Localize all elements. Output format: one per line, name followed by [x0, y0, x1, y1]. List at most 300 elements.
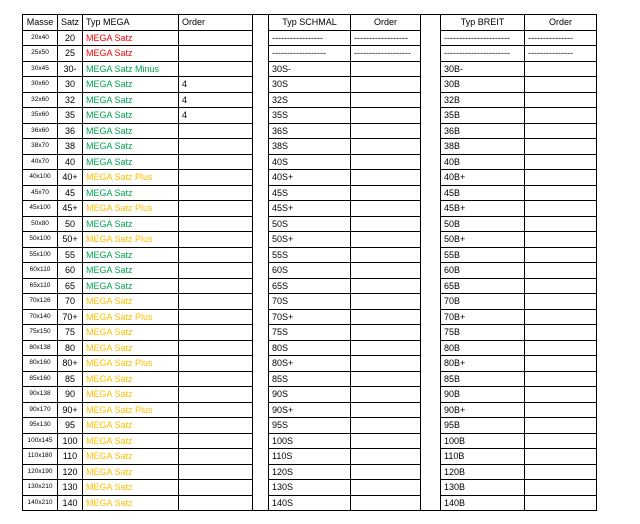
cell-typ-schmal: 85S	[269, 371, 351, 387]
cell-order-schmal[interactable]	[351, 309, 421, 325]
cell-typ-breit: 110B	[441, 449, 525, 465]
cell-masse: 130x210	[23, 480, 58, 496]
table-row	[23, 108, 597, 124]
cell-satz: 35	[58, 108, 83, 124]
cell-typ-mega: MEGA Satz	[83, 495, 179, 511]
spacer-column	[253, 185, 269, 201]
cell-typ-breit: 30B	[441, 77, 525, 93]
cell-order-mega[interactable]	[179, 185, 253, 201]
cell-typ-mega: MEGA Satz	[83, 30, 179, 46]
spacer-column	[421, 294, 441, 310]
cell-order-breit[interactable]	[525, 185, 597, 201]
cell-typ-schmal: 130S	[269, 480, 351, 496]
spacer-column	[421, 418, 441, 434]
cell-masse: 70x140	[23, 309, 58, 325]
cell-typ-schmal: 75S	[269, 325, 351, 341]
table-row	[23, 263, 597, 279]
cell-order-schmal[interactable]	[351, 232, 421, 248]
cell-typ-mega: MEGA Satz	[83, 325, 179, 341]
cell-order-breit[interactable]	[525, 92, 597, 108]
cell-typ-breit: 45B+	[441, 201, 525, 217]
table-row	[23, 185, 597, 201]
cell-order-breit[interactable]: ---------------	[525, 46, 597, 62]
table-row	[23, 247, 597, 263]
header-typ-mega: Typ MEGA	[83, 15, 179, 31]
spacer-column	[253, 340, 269, 356]
cell-typ-mega: MEGA Satz	[83, 46, 179, 62]
cell-typ-schmal: 120S	[269, 464, 351, 480]
cell-order-mega[interactable]: 4	[179, 77, 253, 93]
cell-order-schmal[interactable]	[351, 418, 421, 434]
spacer-column	[253, 232, 269, 248]
cell-typ-breit: 45B	[441, 185, 525, 201]
cell-typ-breit: 80B+	[441, 356, 525, 372]
cell-masse: 32x60	[23, 92, 58, 108]
spacer-column	[253, 294, 269, 310]
cell-masse: 38x70	[23, 139, 58, 155]
cell-satz: 60	[58, 263, 83, 279]
cell-typ-schmal: 90S+	[269, 402, 351, 418]
cell-order-mega[interactable]	[179, 232, 253, 248]
cell-order-mega[interactable]	[179, 480, 253, 496]
cell-typ-schmal: 70S	[269, 294, 351, 310]
cell-typ-schmal: 50S	[269, 216, 351, 232]
table-row	[23, 232, 597, 248]
cell-masse: 80x160	[23, 356, 58, 372]
cell-satz: 50	[58, 216, 83, 232]
cell-satz: 70	[58, 294, 83, 310]
spacer-column	[253, 46, 269, 62]
spacer-column	[421, 185, 441, 201]
cell-order-schmal[interactable]	[351, 108, 421, 124]
table-row	[23, 154, 597, 170]
cell-satz: 20	[58, 30, 83, 46]
cell-typ-mega: MEGA Satz	[83, 263, 179, 279]
spacer-column	[421, 371, 441, 387]
cell-order-schmal[interactable]	[351, 464, 421, 480]
cell-order-mega[interactable]	[179, 356, 253, 372]
cell-typ-mega: MEGA Satz Plus	[83, 232, 179, 248]
cell-order-mega[interactable]: 4	[179, 108, 253, 124]
cell-satz: 120	[58, 464, 83, 480]
cell-order-mega[interactable]	[179, 247, 253, 263]
cell-order-mega[interactable]	[179, 418, 253, 434]
cell-typ-schmal: 35S	[269, 108, 351, 124]
table-row	[23, 294, 597, 310]
cell-order-breit[interactable]	[525, 402, 597, 418]
spacer-column	[253, 216, 269, 232]
cell-typ-mega: MEGA Satz	[83, 92, 179, 108]
cell-typ-mega: MEGA Satz	[83, 139, 179, 155]
cell-order-schmal[interactable]	[351, 340, 421, 356]
cell-order-breit[interactable]	[525, 61, 597, 77]
cell-typ-schmal: 40S+	[269, 170, 351, 186]
cell-satz: 38	[58, 139, 83, 155]
cell-order-mega[interactable]	[179, 371, 253, 387]
sizes-order-table	[22, 14, 597, 511]
cell-order-schmal[interactable]	[351, 371, 421, 387]
header-order-breit: Order	[525, 15, 597, 31]
cell-typ-breit: 50B+	[441, 232, 525, 248]
cell-typ-mega: MEGA Satz	[83, 123, 179, 139]
table-row	[23, 278, 597, 294]
cell-order-mega[interactable]	[179, 433, 253, 449]
cell-typ-schmal: 32S	[269, 92, 351, 108]
cell-order-mega[interactable]	[179, 263, 253, 279]
spacer-column	[421, 495, 441, 511]
table-row	[23, 201, 597, 217]
cell-satz: 95	[58, 418, 83, 434]
cell-order-schmal[interactable]	[351, 77, 421, 93]
cell-order-schmal[interactable]	[351, 216, 421, 232]
cell-order-mega[interactable]	[179, 325, 253, 341]
cell-order-schmal[interactable]	[351, 294, 421, 310]
cell-typ-mega: MEGA Satz	[83, 464, 179, 480]
cell-typ-mega: MEGA Satz	[83, 480, 179, 496]
spacer-column	[421, 263, 441, 279]
cell-typ-mega: MEGA Satz	[83, 154, 179, 170]
cell-typ-mega: MEGA Satz	[83, 278, 179, 294]
cell-typ-breit: ----------------------	[441, 30, 525, 46]
spacer-column	[421, 340, 441, 356]
cell-order-breit[interactable]	[525, 232, 597, 248]
cell-order-mega[interactable]	[179, 294, 253, 310]
cell-satz: 80+	[58, 356, 83, 372]
cell-satz: 45+	[58, 201, 83, 217]
cell-masse: 20x40	[23, 30, 58, 46]
table-row	[23, 356, 597, 372]
cell-order-breit[interactable]	[525, 108, 597, 124]
cell-satz: 50+	[58, 232, 83, 248]
cell-order-mega[interactable]	[179, 216, 253, 232]
cell-order-mega[interactable]	[179, 278, 253, 294]
table-row	[23, 309, 597, 325]
table-row	[23, 139, 597, 155]
cell-order-breit[interactable]	[525, 154, 597, 170]
cell-order-schmal[interactable]	[351, 402, 421, 418]
cell-satz: 100	[58, 433, 83, 449]
cell-order-schmal[interactable]	[351, 449, 421, 465]
header-typ-schmal: Typ SCHMAL	[269, 15, 351, 31]
cell-masse: 110x180	[23, 449, 58, 465]
cell-typ-schmal: -----------------	[269, 30, 351, 46]
cell-typ-mega: MEGA Satz Plus	[83, 201, 179, 217]
spacer-column	[421, 108, 441, 124]
cell-typ-schmal: 55S	[269, 247, 351, 263]
cell-order-breit[interactable]	[525, 294, 597, 310]
spacer-column	[253, 108, 269, 124]
cell-typ-schmal: 110S	[269, 449, 351, 465]
spacer-column	[421, 449, 441, 465]
cell-order-breit[interactable]	[525, 387, 597, 403]
cell-typ-breit: 85B	[441, 371, 525, 387]
spacer-column	[253, 418, 269, 434]
table-row	[23, 61, 597, 77]
cell-typ-breit: 120B	[441, 464, 525, 480]
cell-satz: 30-	[58, 61, 83, 77]
table-row	[23, 371, 597, 387]
cell-typ-breit: 95B	[441, 418, 525, 434]
header-order-schmal: Order	[351, 15, 421, 31]
spacer-column	[421, 480, 441, 496]
cell-order-schmal[interactable]	[351, 139, 421, 155]
cell-typ-schmal: 30S-	[269, 61, 351, 77]
spacer-column	[253, 170, 269, 186]
cell-typ-breit: 30B-	[441, 61, 525, 77]
cell-typ-mega: MEGA Satz Minus	[83, 61, 179, 77]
spacer-column	[253, 154, 269, 170]
cell-masse: 40x100	[23, 170, 58, 186]
table-row	[23, 92, 597, 108]
cell-order-breit[interactable]	[525, 77, 597, 93]
cell-typ-breit: 60B	[441, 263, 525, 279]
cell-masse: 90x138	[23, 387, 58, 403]
cell-order-breit[interactable]	[525, 418, 597, 434]
cell-order-breit[interactable]	[525, 309, 597, 325]
table-row	[23, 30, 597, 46]
cell-order-schmal[interactable]: -------------------	[351, 46, 421, 62]
spacer-column	[421, 387, 441, 403]
cell-typ-mega: MEGA Satz	[83, 294, 179, 310]
cell-typ-breit: 90B	[441, 387, 525, 403]
cell-order-mega[interactable]	[179, 402, 253, 418]
cell-order-mega[interactable]	[179, 464, 253, 480]
spacer-column	[253, 449, 269, 465]
cell-order-breit[interactable]	[525, 325, 597, 341]
cell-order-mega[interactable]	[179, 123, 253, 139]
cell-order-breit[interactable]	[525, 170, 597, 186]
cell-typ-breit: 40B+	[441, 170, 525, 186]
cell-typ-breit: 55B	[441, 247, 525, 263]
cell-order-schmal[interactable]	[351, 61, 421, 77]
cell-order-breit[interactable]	[525, 433, 597, 449]
spacer-column	[253, 92, 269, 108]
cell-typ-mega: MEGA Satz	[83, 449, 179, 465]
cell-typ-mega: MEGA Satz	[83, 387, 179, 403]
cell-typ-mega: MEGA Satz	[83, 433, 179, 449]
cell-typ-breit: ----------------------	[441, 46, 525, 62]
cell-masse: 36x60	[23, 123, 58, 139]
cell-masse: 45x70	[23, 185, 58, 201]
cell-typ-breit: 32B	[441, 92, 525, 108]
spacer-column	[421, 433, 441, 449]
cell-typ-breit: 40B	[441, 154, 525, 170]
cell-typ-breit: 100B	[441, 433, 525, 449]
spacer-column	[421, 201, 441, 217]
table-row	[23, 340, 597, 356]
cell-order-breit[interactable]	[525, 464, 597, 480]
spacer-column	[421, 15, 441, 31]
cell-typ-mega: MEGA Satz	[83, 340, 179, 356]
cell-typ-schmal: 40S	[269, 154, 351, 170]
cell-order-mega[interactable]	[179, 495, 253, 511]
cell-typ-mega: MEGA Satz	[83, 247, 179, 263]
cell-order-mega[interactable]	[179, 61, 253, 77]
cell-order-mega[interactable]	[179, 387, 253, 403]
cell-masse: 55x100	[23, 247, 58, 263]
cell-masse: 50x100	[23, 232, 58, 248]
cell-masse: 75x150	[23, 325, 58, 341]
spacer-column	[253, 123, 269, 139]
cell-typ-mega: MEGA Satz Plus	[83, 309, 179, 325]
spacer-column	[253, 247, 269, 263]
cell-typ-schmal: 30S	[269, 77, 351, 93]
cell-typ-breit: 65B	[441, 278, 525, 294]
table-row	[23, 325, 597, 341]
table-row	[23, 216, 597, 232]
table-row	[23, 449, 597, 465]
cell-typ-breit: 90B+	[441, 402, 525, 418]
cell-order-mega[interactable]	[179, 46, 253, 62]
table-row	[23, 495, 597, 511]
cell-masse: 25x50	[23, 46, 58, 62]
cell-order-schmal[interactable]	[351, 495, 421, 511]
cell-order-breit[interactable]	[525, 247, 597, 263]
cell-order-schmal[interactable]	[351, 185, 421, 201]
spacer-column	[253, 356, 269, 372]
cell-satz: 40	[58, 154, 83, 170]
cell-masse: 60x110	[23, 263, 58, 279]
cell-order-schmal[interactable]	[351, 433, 421, 449]
spacer-column	[253, 201, 269, 217]
table-row	[23, 480, 597, 496]
spacer-column	[253, 61, 269, 77]
cell-order-schmal[interactable]	[351, 278, 421, 294]
cell-masse: 50x80	[23, 216, 58, 232]
cell-order-breit[interactable]	[525, 201, 597, 217]
cell-satz: 80	[58, 340, 83, 356]
spacer-column	[253, 433, 269, 449]
cell-order-schmal[interactable]: ------------------	[351, 30, 421, 46]
header-order-mega: Order	[179, 15, 253, 31]
spacer-column	[253, 263, 269, 279]
cell-order-breit[interactable]	[525, 216, 597, 232]
cell-order-mega[interactable]	[179, 449, 253, 465]
cell-order-mega[interactable]	[179, 340, 253, 356]
cell-typ-breit: 70B	[441, 294, 525, 310]
cell-satz: 90+	[58, 402, 83, 418]
spacer-column	[421, 154, 441, 170]
cell-satz: 32	[58, 92, 83, 108]
cell-order-breit[interactable]	[525, 263, 597, 279]
spacer-column	[253, 325, 269, 341]
cell-masse: 70x126	[23, 294, 58, 310]
cell-satz: 65	[58, 278, 83, 294]
cell-order-schmal[interactable]	[351, 387, 421, 403]
table-row	[23, 77, 597, 93]
cell-satz: 30	[58, 77, 83, 93]
cell-order-mega[interactable]	[179, 154, 253, 170]
cell-masse: 30x45	[23, 61, 58, 77]
spacer-column	[421, 232, 441, 248]
cell-order-schmal[interactable]	[351, 123, 421, 139]
spacer-column	[253, 387, 269, 403]
spacer-column	[253, 480, 269, 496]
cell-typ-breit: 70B+	[441, 309, 525, 325]
cell-order-breit[interactable]	[525, 371, 597, 387]
cell-typ-mega: MEGA Satz	[83, 185, 179, 201]
spacer-column	[421, 216, 441, 232]
cell-typ-breit: 80B	[441, 340, 525, 356]
cell-satz: 90	[58, 387, 83, 403]
cell-order-mega[interactable]	[179, 170, 253, 186]
cell-order-breit[interactable]	[525, 340, 597, 356]
cell-order-schmal[interactable]	[351, 480, 421, 496]
cell-typ-schmal: 140S	[269, 495, 351, 511]
cell-typ-mega: MEGA Satz	[83, 371, 179, 387]
cell-typ-mega: MEGA Satz	[83, 216, 179, 232]
cell-typ-mega: MEGA Satz Plus	[83, 402, 179, 418]
cell-typ-schmal: 45S+	[269, 201, 351, 217]
table-row	[23, 170, 597, 186]
cell-masse: 45x100	[23, 201, 58, 217]
cell-order-breit[interactable]	[525, 356, 597, 372]
spacer-column	[253, 77, 269, 93]
cell-typ-schmal: 38S	[269, 139, 351, 155]
spacer-column	[421, 325, 441, 341]
spacer-column	[253, 278, 269, 294]
cell-satz: 70+	[58, 309, 83, 325]
cell-satz: 140	[58, 495, 83, 511]
cell-typ-breit: 38B	[441, 139, 525, 155]
cell-order-mega[interactable]	[179, 139, 253, 155]
cell-masse: 120x190	[23, 464, 58, 480]
cell-order-breit[interactable]	[525, 480, 597, 496]
cell-typ-mega: MEGA Satz Plus	[83, 356, 179, 372]
cell-order-schmal[interactable]	[351, 154, 421, 170]
cell-order-mega[interactable]	[179, 201, 253, 217]
cell-typ-schmal: 80S	[269, 340, 351, 356]
cell-order-breit[interactable]	[525, 139, 597, 155]
cell-order-schmal[interactable]	[351, 263, 421, 279]
cell-typ-schmal: ------------------	[269, 46, 351, 62]
cell-order-breit[interactable]	[525, 495, 597, 511]
cell-typ-schmal: 60S	[269, 263, 351, 279]
cell-order-mega[interactable]	[179, 30, 253, 46]
cell-typ-mega: MEGA Satz	[83, 108, 179, 124]
cell-order-schmal[interactable]	[351, 170, 421, 186]
cell-order-breit[interactable]	[525, 449, 597, 465]
cell-order-breit[interactable]: ---------------	[525, 30, 597, 46]
header-satz: Satz	[58, 15, 83, 31]
cell-typ-breit: 50B	[441, 216, 525, 232]
cell-typ-schmal: 100S	[269, 433, 351, 449]
cell-order-schmal[interactable]	[351, 325, 421, 341]
spacer-column	[253, 30, 269, 46]
spacer-column	[421, 464, 441, 480]
cell-typ-schmal: 70S+	[269, 309, 351, 325]
cell-order-schmal[interactable]	[351, 356, 421, 372]
spacer-column	[421, 123, 441, 139]
spacer-column	[421, 278, 441, 294]
spacer-column	[253, 464, 269, 480]
cell-order-mega[interactable]: 4	[179, 92, 253, 108]
cell-typ-mega: MEGA Satz Plus	[83, 170, 179, 186]
table-row	[23, 418, 597, 434]
cell-satz: 75	[58, 325, 83, 341]
spacer-column	[253, 139, 269, 155]
cell-order-mega[interactable]	[179, 309, 253, 325]
spacer-column	[421, 247, 441, 263]
cell-order-breit[interactable]	[525, 278, 597, 294]
cell-order-schmal[interactable]	[351, 247, 421, 263]
spacer-column	[421, 46, 441, 62]
spacer-column	[421, 170, 441, 186]
cell-order-schmal[interactable]	[351, 92, 421, 108]
spacer-column	[253, 371, 269, 387]
cell-order-schmal[interactable]	[351, 201, 421, 217]
cell-order-breit[interactable]	[525, 123, 597, 139]
